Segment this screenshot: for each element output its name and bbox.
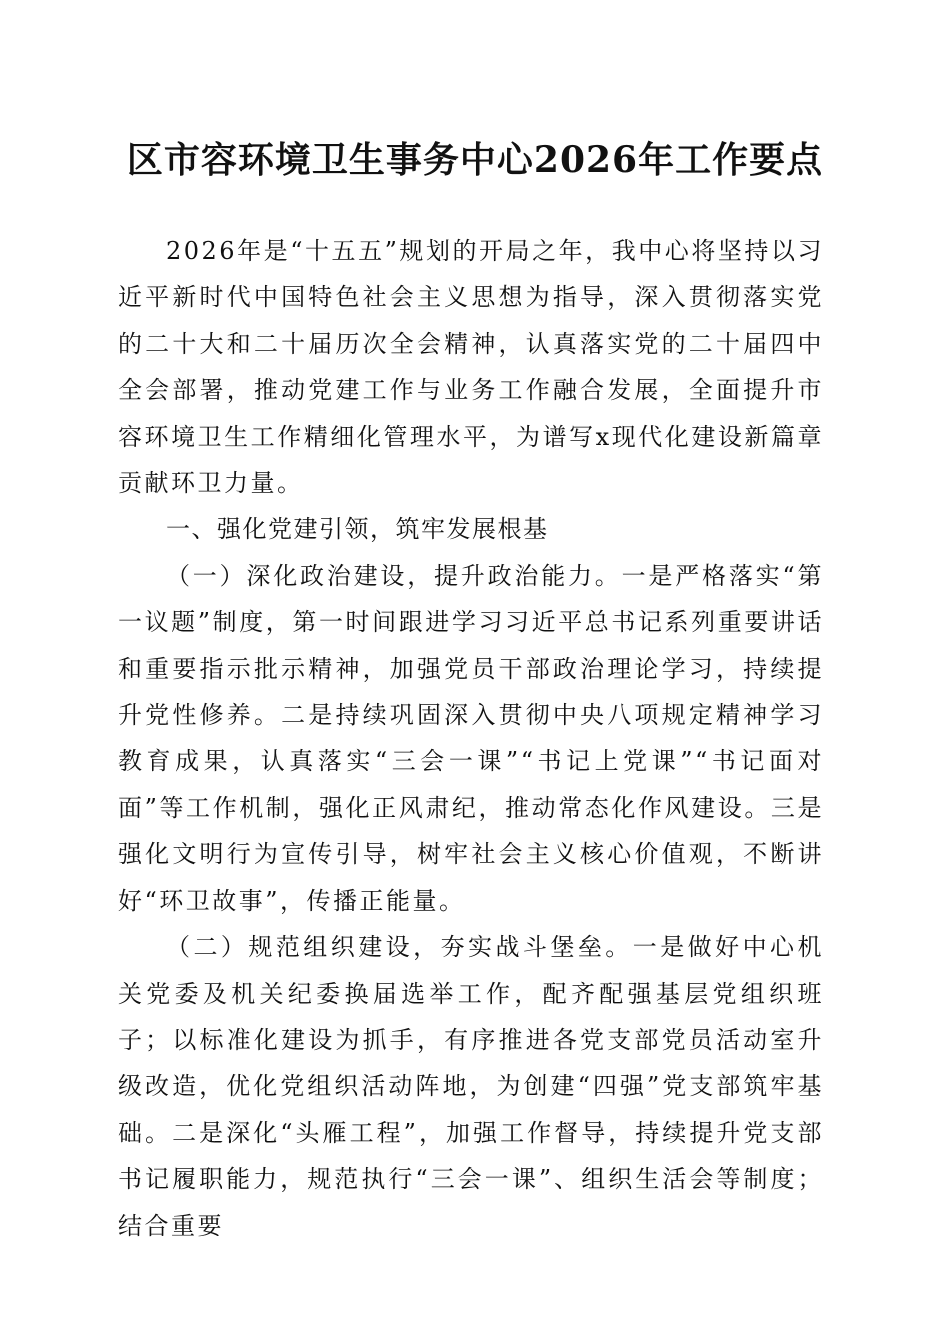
document-title: 区市容环境卫生事务中心2026年工作要点 — [126, 139, 824, 181]
document-body — [118, 228, 824, 1249]
subsection-paragraph-2: （二）规范组织建设，夯实战斗堡垒。一是做好中心机关党委及机关纪委换届选举工作，配齐配强基层党组织班子；以标准化建设为抓手，有序推进各党支部党员活动室升级改造，优化党组织活动阵地，为创建“四强”党支部筑牢基础。二是深化“头雁工程”，加强工作督导，持续提升党支部书记履职能力，规范执行“三会一课”、组织生活会等制度；结合重要 — [118, 933, 824, 1240]
intro-paragraph: 2026年是“十五五”规划的开局之年，我中心将坚持以习近平新时代中国特色社会主义思想为指导，深入贯彻落实党的二十大和二十届历次全会精神，认真落实党的二十届四中全会部署，推动党建工作与业务工作融合发展，全面提升市容环境卫生工作精细化管理水平，为谱写x现代化建设新篇章贡献环卫力量。 — [118, 237, 824, 498]
subsection-paragraph-1: （一）深化政治建设，提升政治能力。一是严格落实“第一议题”制度，第一时间跟进学习习近平总书记系列重要讲话和重要指示批示精神，加强党员干部政治理论学习，持续提升党性修养。二是持续巩固深入贯彻中央八项规定精神学习教育成果，认真落实“三会一课”“书记上党课”“书记面对面”等工作机制，强化正风肃纪，推动常态化作风建设。三是强化文明行为宣传引导，树牢社会主义核心价值观，不断讲好“环卫故事”，传播正能量。 — [118, 561, 824, 915]
section-heading-1: 一、强化党建引领，筑牢发展根基 — [166, 515, 549, 544]
